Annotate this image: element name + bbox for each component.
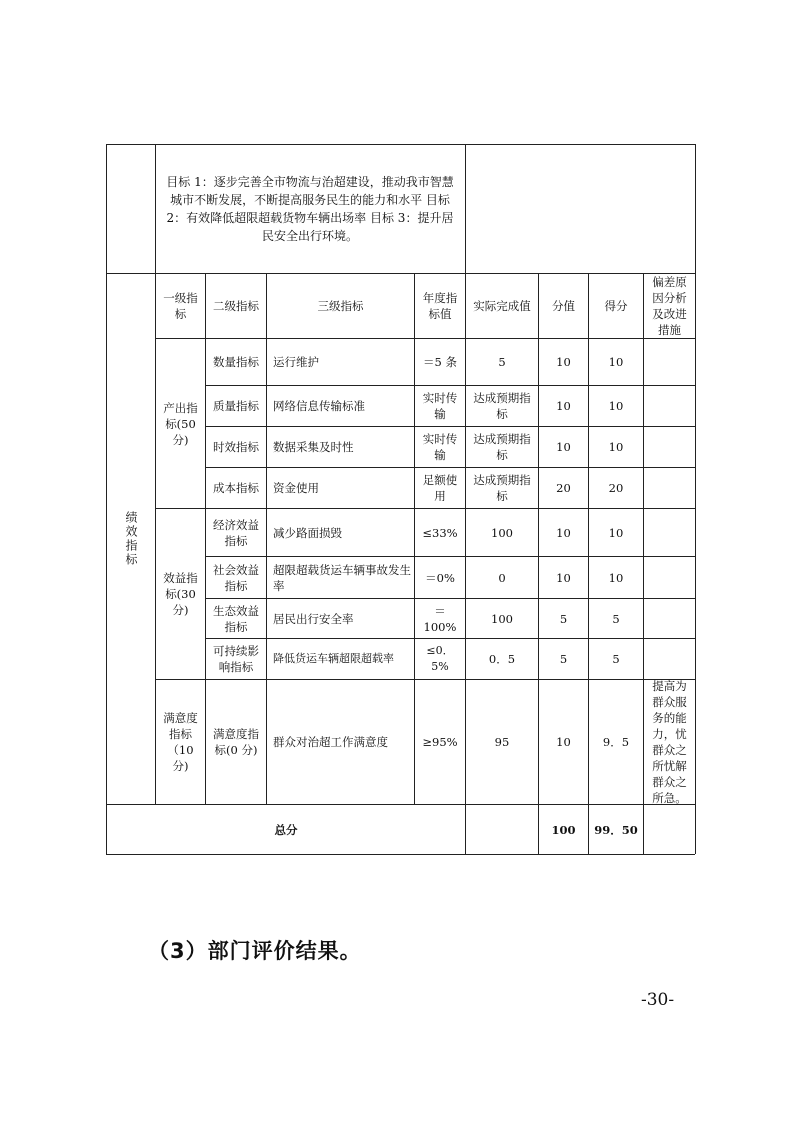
table-cell-actual: 0 bbox=[498, 570, 506, 585]
goal-text: 目标 1：逐步完善全市物流与治超建设，推动我市智慧城市不断发展，不断提高服务民生的能力和水平 目标 2：有效降低超限超载货物车辆出场率 目标 3：提升居民安全出行环境。 bbox=[166, 175, 454, 243]
table-cell-level2: 成本指标 bbox=[213, 481, 259, 495]
table-cell-value: 5 bbox=[559, 652, 568, 666]
table-cell-level2: 质量指标 bbox=[213, 399, 259, 413]
table-cell-level2: 生态效益指标 bbox=[213, 603, 259, 634]
table-cell-target: ＝100% bbox=[423, 603, 457, 634]
table-cell-score: 5 bbox=[612, 652, 620, 666]
table-cell-level2: 数量指标 bbox=[213, 355, 259, 369]
group-satisfaction: 满意度指标（10分) bbox=[163, 711, 198, 773]
table-cell-value: 5 bbox=[559, 611, 568, 626]
table-cell-actual: 100 bbox=[491, 525, 513, 540]
table-cell-target: 实时传输 bbox=[422, 432, 458, 462]
header-annual-target: 年度指标值 bbox=[422, 291, 458, 321]
table-cell-deviation: 提高为群众服务的能力，忧群众之所忧解群众之所急。 bbox=[652, 680, 687, 804]
table-cell-actual: 100 bbox=[491, 611, 513, 626]
table-cell-level3: 数据采集及时性 bbox=[273, 440, 354, 454]
table-cell-score: 9．5 bbox=[602, 735, 630, 749]
table-cell-level2: 社会效益指标 bbox=[213, 562, 259, 593]
perf-label-cell bbox=[107, 274, 155, 804]
table-cell-actual: 达成预期指标 bbox=[473, 473, 531, 503]
table-cell-target: ≥95% bbox=[422, 735, 458, 749]
table-cell-score: 10 bbox=[608, 399, 624, 413]
table-cell-target: 足额使用 bbox=[422, 473, 458, 503]
table-cell-level3: 资金使用 bbox=[273, 481, 319, 495]
header-level1: 一级指标 bbox=[163, 291, 198, 321]
table-cell-actual: 5 bbox=[498, 355, 506, 369]
header-level2: 二级指标 bbox=[213, 299, 259, 313]
table-cell-value: 20 bbox=[556, 481, 571, 495]
group-benefit: 效益指标(30分) bbox=[163, 571, 198, 617]
table-cell-level3: 超限超载货运车辆事故发生率 bbox=[273, 562, 411, 593]
perf-label: 绩效指标 bbox=[124, 511, 138, 567]
table-cell-target: 实时传输 bbox=[422, 391, 458, 421]
table-cell-target: ≤33% bbox=[422, 525, 458, 540]
table-cell-score: 10 bbox=[608, 570, 624, 585]
header-level3: 三级指标 bbox=[317, 299, 364, 313]
table-cell-level2: 经济效益指标 bbox=[213, 517, 259, 548]
table-cell-actual: 95 bbox=[494, 735, 510, 749]
page-number: -30- bbox=[641, 990, 675, 1010]
total-score: 99．50 bbox=[594, 822, 638, 837]
table-cell-value: 10 bbox=[556, 525, 571, 540]
table-cell-actual: 达成预期指标 bbox=[473, 391, 531, 421]
total-value: 100 bbox=[551, 822, 576, 837]
table-cell-value: 10 bbox=[556, 570, 571, 585]
table-cell-score: 10 bbox=[608, 440, 624, 454]
table-cell-level2: 时效指标 bbox=[213, 440, 259, 454]
table-cell-actual: 达成预期指标 bbox=[473, 432, 531, 462]
table-cell-level3: 运行维护 bbox=[273, 355, 319, 369]
group-output: 产出指标(50分) bbox=[163, 400, 198, 447]
table-cell-target: ＝5 条 bbox=[423, 355, 457, 369]
table-cell-score: 10 bbox=[608, 525, 624, 540]
table-cell-score: 10 bbox=[608, 355, 624, 369]
table-cell-value: 10 bbox=[556, 735, 571, 749]
table-cell-score: 20 bbox=[608, 481, 624, 495]
table-cell-target: ＝0% bbox=[425, 570, 455, 585]
table-cell-actual: 0．5 bbox=[488, 652, 516, 666]
table-cell-level3: 减少路面损毁 bbox=[273, 525, 342, 540]
table-cell-target: ≤0．5% bbox=[426, 644, 454, 673]
table-cell-score: 5 bbox=[612, 611, 620, 626]
section-heading: （3）部门评价结果。 bbox=[148, 939, 362, 963]
table-cell-value: 10 bbox=[556, 399, 571, 413]
table-cell-level2: 满意度指标(0 分) bbox=[213, 727, 259, 757]
total-label: 总分 bbox=[274, 822, 298, 837]
header-actual: 实际完成值 bbox=[473, 299, 531, 313]
table-cell-level2: 可持续影响指标 bbox=[213, 644, 259, 674]
header-score: 得分 bbox=[604, 299, 628, 313]
table-cell-level3: 居民出行安全率 bbox=[273, 611, 354, 626]
table-cell-value: 10 bbox=[556, 355, 571, 369]
header-score-value: 分值 bbox=[552, 299, 575, 313]
header-deviation: 偏差原因分析及改进措施 bbox=[652, 275, 687, 337]
table-cell-level3: 群众对治超工作满意度 bbox=[273, 735, 388, 749]
table-cell-level3: 网络信息传输标准 bbox=[273, 399, 365, 413]
table-cell-level3: 降低货运车辆超限超载率 bbox=[273, 652, 394, 665]
table-cell-value: 10 bbox=[556, 440, 571, 454]
